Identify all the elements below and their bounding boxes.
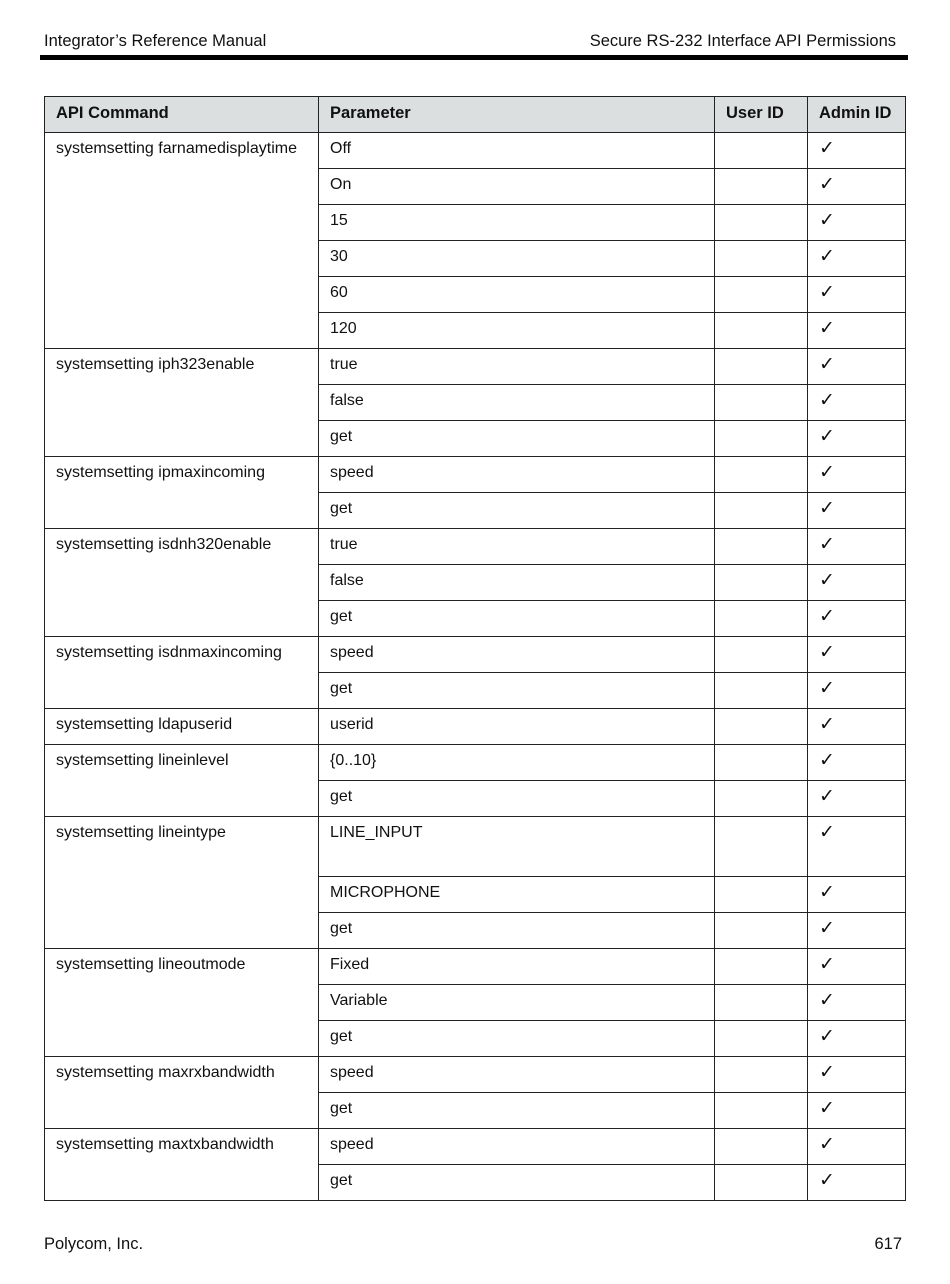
user-id-cell bbox=[715, 709, 808, 745]
api-command-cell: systemsetting lineoutmode bbox=[45, 949, 319, 1057]
table-row bbox=[45, 457, 906, 493]
user-id-cell bbox=[715, 1021, 808, 1057]
admin-id-cell: ✓ bbox=[808, 601, 906, 637]
admin-id-cell: ✓ bbox=[808, 169, 906, 205]
parameter-cell: Fixed bbox=[319, 949, 715, 985]
user-id-cell bbox=[715, 241, 808, 277]
user-id-cell bbox=[715, 877, 808, 913]
user-id-cell bbox=[715, 457, 808, 493]
admin-id-cell: ✓ bbox=[808, 385, 906, 421]
user-id-cell bbox=[715, 493, 808, 529]
api-permissions-table bbox=[44, 96, 906, 1201]
parameter-cell: 15 bbox=[319, 205, 715, 241]
admin-id-cell: ✓ bbox=[808, 709, 906, 745]
table-row bbox=[45, 745, 906, 781]
admin-id-cell: ✓ bbox=[808, 277, 906, 313]
running-header-section: Secure RS-232 Interface API Permissions bbox=[589, 32, 896, 50]
parameter-cell: On bbox=[319, 169, 715, 205]
api-command-cell: systemsetting farnamedisplaytime bbox=[45, 133, 319, 349]
table-body bbox=[45, 133, 906, 1201]
api-command-cell: systemsetting isdnmaxincoming bbox=[45, 637, 319, 709]
api-command-cell: systemsetting maxrxbandwidth bbox=[45, 1057, 319, 1129]
user-id-cell bbox=[715, 673, 808, 709]
user-id-cell bbox=[715, 385, 808, 421]
admin-id-cell: ✓ bbox=[808, 241, 906, 277]
parameter-cell: speed bbox=[319, 637, 715, 673]
user-id-cell bbox=[715, 949, 808, 985]
parameter-cell: speed bbox=[319, 1129, 715, 1165]
page-number: 617 bbox=[874, 1235, 902, 1253]
parameter-cell: {0..10} bbox=[319, 745, 715, 781]
user-id-cell bbox=[715, 1093, 808, 1129]
user-id-cell bbox=[715, 205, 808, 241]
user-id-cell bbox=[715, 313, 808, 349]
table-header-row bbox=[45, 97, 906, 133]
footer-company: Polycom, Inc. bbox=[44, 1235, 144, 1253]
parameter-cell: speed bbox=[319, 1057, 715, 1093]
api-command-cell: systemsetting ipmaxincoming bbox=[45, 457, 319, 529]
parameter-cell: get bbox=[319, 781, 715, 817]
user-id-cell bbox=[715, 133, 808, 169]
admin-id-cell: ✓ bbox=[808, 913, 906, 949]
parameter-cell: MICROPHONE bbox=[319, 877, 715, 913]
admin-id-cell: ✓ bbox=[808, 1021, 906, 1057]
admin-id-cell: ✓ bbox=[808, 133, 906, 169]
user-id-cell bbox=[715, 1165, 808, 1201]
table-row bbox=[45, 133, 906, 169]
admin-id-cell: ✓ bbox=[808, 781, 906, 817]
admin-id-cell: ✓ bbox=[808, 745, 906, 781]
api-command-cell: systemsetting lineinlevel bbox=[45, 745, 319, 817]
table-row bbox=[45, 349, 906, 385]
user-id-cell bbox=[715, 565, 808, 601]
parameter-cell: false bbox=[319, 565, 715, 601]
user-id-cell bbox=[715, 637, 808, 673]
parameter-cell: Off bbox=[319, 133, 715, 169]
header-rule bbox=[40, 55, 908, 60]
admin-id-cell: ✓ bbox=[808, 877, 906, 913]
column-header-user-id: User ID bbox=[715, 97, 808, 133]
parameter-cell: get bbox=[319, 1021, 715, 1057]
user-id-cell bbox=[715, 745, 808, 781]
column-header-parameter: Parameter bbox=[319, 97, 715, 133]
user-id-cell bbox=[715, 913, 808, 949]
admin-id-cell: ✓ bbox=[808, 493, 906, 529]
parameter-cell: Variable bbox=[319, 985, 715, 1021]
parameter-cell: speed bbox=[319, 457, 715, 493]
table-row bbox=[45, 949, 906, 985]
api-command-cell: systemsetting isdnh320enable bbox=[45, 529, 319, 637]
admin-id-cell: ✓ bbox=[808, 529, 906, 565]
parameter-cell: true bbox=[319, 529, 715, 565]
admin-id-cell: ✓ bbox=[808, 349, 906, 385]
admin-id-cell: ✓ bbox=[808, 1129, 906, 1165]
admin-id-cell: ✓ bbox=[808, 313, 906, 349]
admin-id-cell: ✓ bbox=[808, 1165, 906, 1201]
column-header-admin-id: Admin ID bbox=[808, 97, 906, 133]
user-id-cell bbox=[715, 169, 808, 205]
user-id-cell bbox=[715, 1129, 808, 1165]
table-row bbox=[45, 817, 906, 877]
parameter-cell: 60 bbox=[319, 277, 715, 313]
api-command-cell: systemsetting iph323enable bbox=[45, 349, 319, 457]
parameter-cell: 120 bbox=[319, 313, 715, 349]
parameter-cell: true bbox=[319, 349, 715, 385]
parameter-cell: userid bbox=[319, 709, 715, 745]
api-command-cell: systemsetting maxtxbandwidth bbox=[45, 1129, 319, 1201]
admin-id-cell: ✓ bbox=[808, 817, 906, 877]
admin-id-cell: ✓ bbox=[808, 949, 906, 985]
parameter-cell: false bbox=[319, 385, 715, 421]
user-id-cell bbox=[715, 985, 808, 1021]
parameter-cell: get bbox=[319, 913, 715, 949]
table-row bbox=[45, 637, 906, 673]
user-id-cell bbox=[715, 601, 808, 637]
admin-id-cell: ✓ bbox=[808, 985, 906, 1021]
user-id-cell bbox=[715, 1057, 808, 1093]
parameter-cell: 30 bbox=[319, 241, 715, 277]
admin-id-cell: ✓ bbox=[808, 1057, 906, 1093]
parameter-cell: get bbox=[319, 493, 715, 529]
admin-id-cell: ✓ bbox=[808, 457, 906, 493]
table-row bbox=[45, 709, 906, 745]
admin-id-cell: ✓ bbox=[808, 673, 906, 709]
parameter-cell: LINE_INPUT bbox=[319, 817, 715, 877]
parameter-cell: get bbox=[319, 1093, 715, 1129]
column-header-api-command: API Command bbox=[45, 97, 319, 133]
parameter-cell: get bbox=[319, 1165, 715, 1201]
admin-id-cell: ✓ bbox=[808, 421, 906, 457]
user-id-cell bbox=[715, 421, 808, 457]
user-id-cell bbox=[715, 529, 808, 565]
user-id-cell bbox=[715, 349, 808, 385]
api-command-cell: systemsetting lineintype bbox=[45, 817, 319, 949]
user-id-cell bbox=[715, 781, 808, 817]
running-header-title: Integrator’s Reference Manual bbox=[44, 32, 267, 50]
user-id-cell bbox=[715, 817, 808, 877]
parameter-cell: get bbox=[319, 601, 715, 637]
admin-id-cell: ✓ bbox=[808, 205, 906, 241]
table-row bbox=[45, 1129, 906, 1165]
user-id-cell bbox=[715, 277, 808, 313]
admin-id-cell: ✓ bbox=[808, 565, 906, 601]
parameter-cell: get bbox=[319, 673, 715, 709]
parameter-cell: get bbox=[319, 421, 715, 457]
table-row bbox=[45, 1057, 906, 1093]
admin-id-cell: ✓ bbox=[808, 637, 906, 673]
api-command-cell: systemsetting ldapuserid bbox=[45, 709, 319, 745]
table-row bbox=[45, 529, 906, 565]
admin-id-cell: ✓ bbox=[808, 1093, 906, 1129]
